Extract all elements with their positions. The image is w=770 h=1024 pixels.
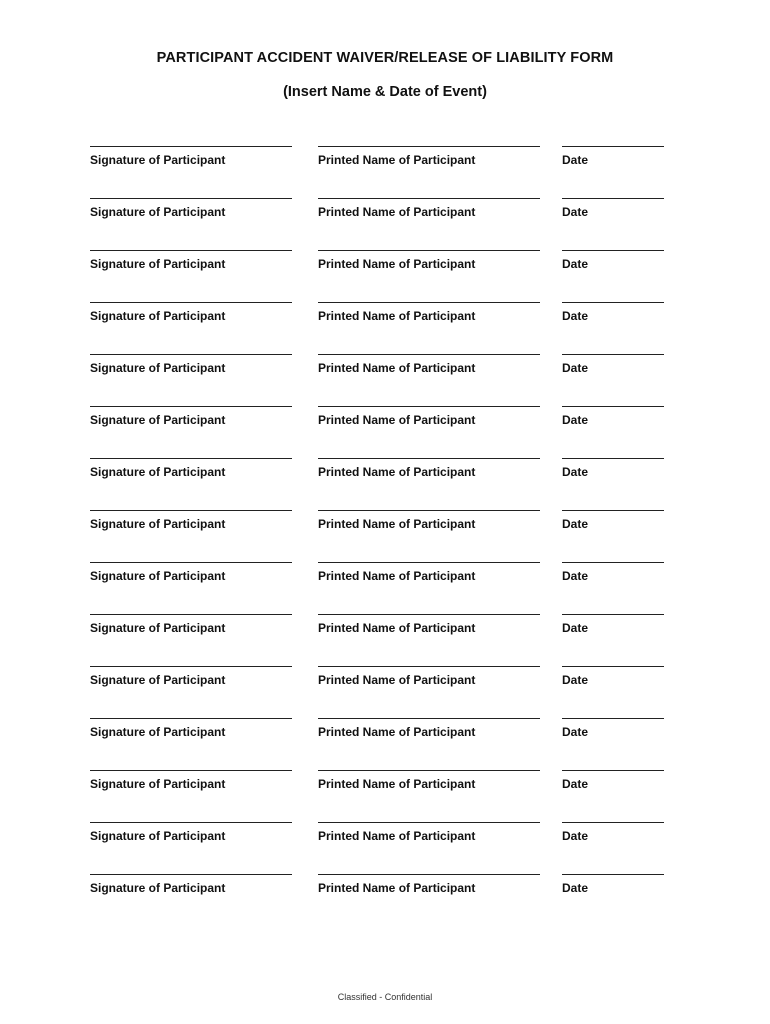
date-field bbox=[562, 444, 664, 479]
date-line[interactable] bbox=[562, 340, 664, 355]
printed-name-label: Printed Name of Participant bbox=[318, 725, 476, 739]
date-label: Date bbox=[562, 569, 589, 583]
printed-name-field bbox=[318, 860, 540, 895]
date-label: Date bbox=[562, 725, 589, 739]
printed-name-line[interactable] bbox=[318, 184, 540, 199]
date-field bbox=[562, 704, 664, 739]
signature-label: Signature of Participant bbox=[90, 517, 226, 531]
signature-rows bbox=[0, 132, 770, 912]
signature-label: Signature of Participant bbox=[90, 153, 226, 167]
date-line[interactable] bbox=[562, 808, 664, 823]
date-label: Date bbox=[562, 673, 589, 687]
printed-name-line[interactable] bbox=[318, 236, 540, 251]
printed-name-line[interactable] bbox=[318, 444, 540, 459]
signature-row bbox=[0, 496, 770, 548]
printed-name-field bbox=[318, 548, 540, 583]
signature-line[interactable] bbox=[90, 808, 292, 823]
signature-row bbox=[0, 236, 770, 288]
printed-name-label: Printed Name of Participant bbox=[318, 413, 476, 427]
printed-name-line[interactable] bbox=[318, 288, 540, 303]
signature-row bbox=[0, 756, 770, 808]
printed-name-field bbox=[318, 808, 540, 843]
signature-line[interactable] bbox=[90, 652, 292, 667]
signature-field bbox=[90, 860, 292, 895]
printed-name-line[interactable] bbox=[318, 392, 540, 407]
date-label: Date bbox=[562, 205, 589, 219]
signature-line[interactable] bbox=[90, 340, 292, 355]
printed-name-line[interactable] bbox=[318, 340, 540, 355]
printed-name-field bbox=[318, 184, 540, 219]
date-line[interactable] bbox=[562, 392, 664, 407]
printed-name-field bbox=[318, 392, 540, 427]
date-label: Date bbox=[562, 465, 589, 479]
signature-label: Signature of Participant bbox=[90, 829, 226, 843]
printed-name-line[interactable] bbox=[318, 600, 540, 615]
signature-field bbox=[90, 132, 292, 167]
date-label: Date bbox=[562, 413, 589, 427]
signature-label: Signature of Participant bbox=[90, 361, 226, 375]
date-line[interactable] bbox=[562, 184, 664, 199]
signature-line[interactable] bbox=[90, 600, 292, 615]
signature-line[interactable] bbox=[90, 132, 292, 147]
signature-line[interactable] bbox=[90, 860, 292, 875]
signature-field bbox=[90, 236, 292, 271]
printed-name-label: Printed Name of Participant bbox=[318, 465, 476, 479]
page-subtitle: (Insert Name & Date of Event) bbox=[283, 84, 487, 100]
date-field bbox=[562, 132, 664, 167]
date-line[interactable] bbox=[562, 600, 664, 615]
printed-name-line[interactable] bbox=[318, 496, 540, 511]
printed-name-field bbox=[318, 340, 540, 375]
signature-label: Signature of Participant bbox=[90, 621, 226, 635]
printed-name-field bbox=[318, 288, 540, 323]
signature-label: Signature of Participant bbox=[90, 465, 226, 479]
date-line[interactable] bbox=[562, 548, 664, 563]
date-field bbox=[562, 236, 664, 271]
date-line[interactable] bbox=[562, 444, 664, 459]
date-line[interactable] bbox=[562, 132, 664, 147]
signature-row bbox=[0, 184, 770, 236]
signature-label: Signature of Participant bbox=[90, 257, 226, 271]
signature-line[interactable] bbox=[90, 548, 292, 563]
printed-name-label: Printed Name of Participant bbox=[318, 569, 476, 583]
printed-name-field bbox=[318, 496, 540, 531]
date-field bbox=[562, 600, 664, 635]
printed-name-label: Printed Name of Participant bbox=[318, 517, 476, 531]
printed-name-field bbox=[318, 652, 540, 687]
signature-field bbox=[90, 496, 292, 531]
printed-name-label: Printed Name of Participant bbox=[318, 257, 476, 271]
date-label: Date bbox=[562, 777, 589, 791]
date-line[interactable] bbox=[562, 704, 664, 719]
signature-label: Signature of Participant bbox=[90, 205, 226, 219]
signature-label: Signature of Participant bbox=[90, 309, 226, 323]
printed-name-label: Printed Name of Participant bbox=[318, 881, 476, 895]
printed-name-line[interactable] bbox=[318, 704, 540, 719]
date-label: Date bbox=[562, 309, 589, 323]
printed-name-label: Printed Name of Participant bbox=[318, 205, 476, 219]
signature-line[interactable] bbox=[90, 444, 292, 459]
signature-field bbox=[90, 652, 292, 687]
printed-name-line[interactable] bbox=[318, 548, 540, 563]
signature-field bbox=[90, 444, 292, 479]
date-label: Date bbox=[562, 829, 589, 843]
date-field bbox=[562, 392, 664, 427]
signature-label: Signature of Participant bbox=[90, 413, 226, 427]
signature-row bbox=[0, 392, 770, 444]
printed-name-label: Printed Name of Participant bbox=[318, 621, 476, 635]
date-label: Date bbox=[562, 361, 589, 375]
signature-field bbox=[90, 340, 292, 375]
signature-line[interactable] bbox=[90, 704, 292, 719]
signature-field bbox=[90, 756, 292, 791]
signature-field bbox=[90, 548, 292, 583]
signature-field bbox=[90, 288, 292, 323]
signature-row bbox=[0, 288, 770, 340]
signature-line[interactable] bbox=[90, 184, 292, 199]
printed-name-field bbox=[318, 756, 540, 791]
date-field bbox=[562, 288, 664, 323]
signature-row bbox=[0, 548, 770, 600]
printed-name-line[interactable] bbox=[318, 860, 540, 875]
printed-name-line[interactable] bbox=[318, 808, 540, 823]
signature-label: Signature of Participant bbox=[90, 673, 226, 687]
page-title: PARTICIPANT ACCIDENT WAIVER/RELEASE OF LIABILITY FORM bbox=[156, 50, 614, 66]
date-line[interactable] bbox=[562, 236, 664, 251]
printed-name-label: Printed Name of Participant bbox=[318, 777, 476, 791]
date-label: Date bbox=[562, 257, 589, 271]
signature-label: Signature of Participant bbox=[90, 725, 226, 739]
signature-row bbox=[0, 444, 770, 496]
signature-field bbox=[90, 184, 292, 219]
date-line[interactable] bbox=[562, 652, 664, 667]
signature-line[interactable] bbox=[90, 288, 292, 303]
printed-name-field bbox=[318, 236, 540, 271]
signature-field bbox=[90, 704, 292, 739]
date-field bbox=[562, 756, 664, 791]
date-label: Date bbox=[562, 517, 589, 531]
printed-name-field bbox=[318, 704, 540, 739]
signature-line[interactable] bbox=[90, 236, 292, 251]
date-line[interactable] bbox=[562, 496, 664, 511]
signature-label: Signature of Participant bbox=[90, 777, 226, 791]
printed-name-label: Printed Name of Participant bbox=[318, 153, 476, 167]
printed-name-line[interactable] bbox=[318, 652, 540, 667]
footer-classification: Classified - Confidential bbox=[337, 992, 433, 1002]
signature-row bbox=[0, 132, 770, 184]
date-field bbox=[562, 548, 664, 583]
printed-name-label: Printed Name of Participant bbox=[318, 309, 476, 323]
signature-field bbox=[90, 392, 292, 427]
signature-row bbox=[0, 340, 770, 392]
date-line[interactable] bbox=[562, 756, 664, 771]
signature-line[interactable] bbox=[90, 392, 292, 407]
printed-name-line[interactable] bbox=[318, 756, 540, 771]
printed-name-label: Printed Name of Participant bbox=[318, 829, 476, 843]
signature-row bbox=[0, 704, 770, 756]
signature-label: Signature of Participant bbox=[90, 569, 226, 583]
date-label: Date bbox=[562, 881, 589, 895]
date-field bbox=[562, 184, 664, 219]
signature-field bbox=[90, 808, 292, 843]
date-label: Date bbox=[562, 621, 589, 635]
printed-name-label: Printed Name of Participant bbox=[318, 361, 476, 375]
printed-name-field bbox=[318, 600, 540, 635]
signature-line[interactable] bbox=[90, 496, 292, 511]
signature-field bbox=[90, 600, 292, 635]
date-field bbox=[562, 496, 664, 531]
printed-name-label: Printed Name of Participant bbox=[318, 673, 476, 687]
signature-row bbox=[0, 600, 770, 652]
signature-line[interactable] bbox=[90, 756, 292, 771]
date-line[interactable] bbox=[562, 860, 664, 875]
printed-name-field bbox=[318, 444, 540, 479]
date-field bbox=[562, 652, 664, 687]
date-field bbox=[562, 340, 664, 375]
date-line[interactable] bbox=[562, 288, 664, 303]
date-field bbox=[562, 808, 664, 843]
signature-row bbox=[0, 860, 770, 912]
printed-name-field bbox=[318, 132, 540, 167]
date-field bbox=[562, 860, 664, 895]
signature-label: Signature of Participant bbox=[90, 881, 226, 895]
signature-row bbox=[0, 652, 770, 704]
signature-row bbox=[0, 808, 770, 860]
date-label: Date bbox=[562, 153, 589, 167]
printed-name-line[interactable] bbox=[318, 132, 540, 147]
